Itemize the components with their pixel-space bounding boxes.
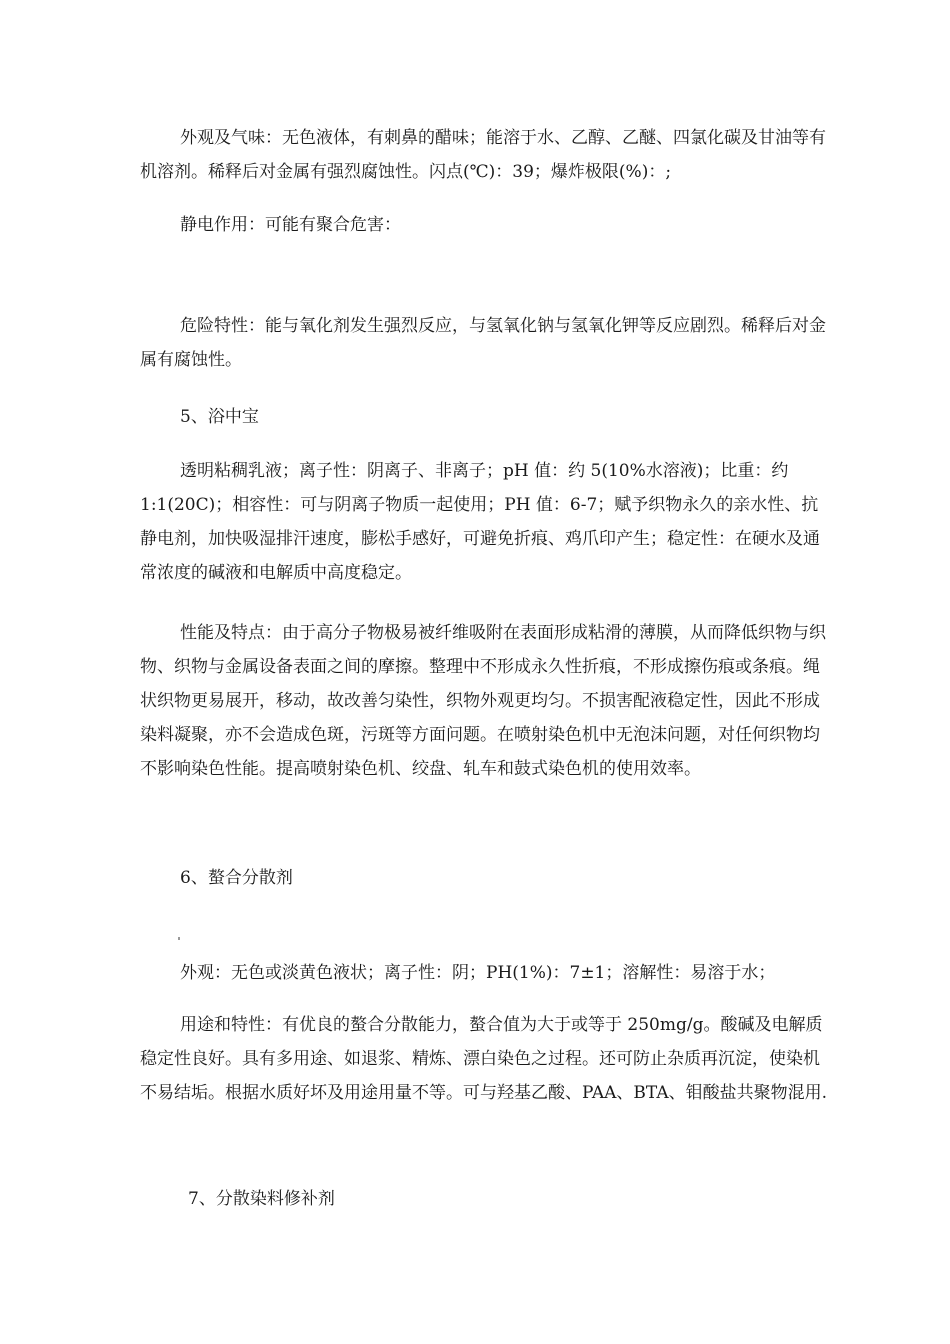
section-heading-7: 7、分散染料修补剂 (188, 1189, 335, 1209)
section-heading-5: 5、浴中宝 (180, 407, 259, 427)
paragraph-5-features: 性能及特点：由于高分子物极易被纤维吸附在表面形成粘滑的薄膜，从而降低织物与织物、织物与金属设备表面之间的摩擦。整理中不形成永久性折痕，不形成擦伤痕或条痕。绳状织物更易展开，移动，故改善匀染性，织物外观更均匀。不损害配液稳定性，因此不形成染料凝聚，亦不会造成色斑，污斑等方面问题。在喷射染色机中无泡沫问题，对任何织物均不影响染色性能。提高喷射染色机、绞盘、轧车和鼓式染色机的使用效率。 (140, 623, 826, 779)
paragraph-hazard: 危险特性：能与氧化剂发生强烈反应，与氢氧化钠与氢氧化钾等反应剧烈。稀释后对金属有腐蚀性。 (140, 316, 826, 370)
paragraph-5-properties: 透明粘稠乳液；离子性：阴离子、非离子；pH 值：约 5(10%水溶液)；比重：约 1:1(20C)；相容性：可与阴离子物质一起使用；PH 值：6-7；赋予织物永久的亲水性、抗静电剂，加快吸湿排汗速度，膨松手感好，可避免折痕、鸡爪印产生；稳定性：在硬水及通常浓度的碱液和电解质中高度稳定。 (140, 461, 820, 583)
paragraph-appearance: 外观及气味：无色液体，有刺鼻的醋味；能溶于水、乙醇、乙醚、四氯化碳及甘油等有机溶剂。稀释后对金属有强烈腐蚀性。闪点(℃)：39；爆炸极限(%)：; (140, 128, 826, 182)
paragraph-static: 静电作用：可能有聚合危害： (180, 215, 401, 235)
stray-mark (178, 937, 180, 940)
section-heading-6: 6、螯合分散剂 (180, 868, 293, 888)
paragraph-6-usage: 用途和特性：有优良的螯合分散能力，螯合值为大于或等于 250mg/g。酸碱及电解质稳定性良好。具有多用途、如退浆、精炼、漂白染色之过程。还可防止杂质再沉淀，使染机不易结垢。根据水质好坏及用途用量不等。可与羟基乙酸、PAA、BTA、钼酸盐共聚物混用. (140, 1015, 828, 1103)
paragraph-6-appearance: 外观：无色或淡黄色液状；离子性：阴；PH(1%)：7±1；溶解性：易溶于水； (180, 963, 776, 983)
